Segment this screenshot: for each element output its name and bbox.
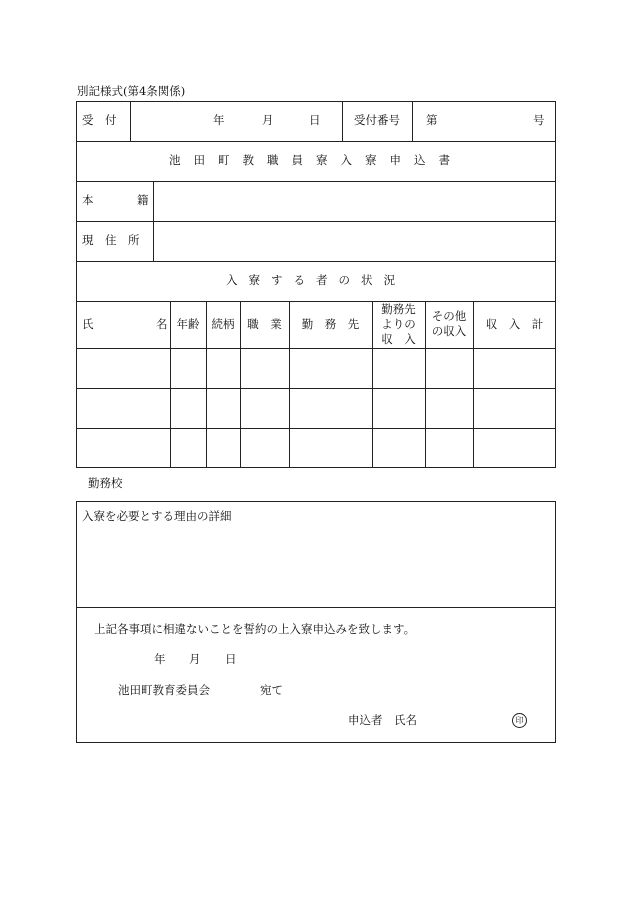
rule [76,261,556,262]
rule [153,181,154,261]
honseki-label-a: 本 [82,193,94,207]
pledge-text: 上記各事項に相違ないことを誓約の上入寮申込みを致します。 [94,622,416,636]
form-title: 池田町教職員寮入寮申込書 [169,153,463,167]
seal-icon: 印 [512,713,527,728]
receipt-label: 受 付 [82,113,117,127]
applicant-label: 申込者 氏名 [348,713,417,727]
col-name-b: 名 [156,317,168,331]
rule [130,101,131,141]
col-income-from-work-1: 勤務先 [381,302,416,316]
col-other-income-2: の収入 [431,324,467,338]
col-age: 年齢 [176,317,200,331]
rule [342,101,343,141]
rule [76,141,556,142]
col-income-from-work-2: よりの [381,317,416,331]
rule [76,388,556,389]
rule [76,301,556,302]
col-total-income: 収 入 計 [485,317,544,331]
addressee-org: 池田町教育委員会 [118,683,210,697]
date-month: 月 [189,652,201,666]
col-occupation: 職 業 [247,317,282,331]
reason-label: 入寮を必要とする理由の詳細 [82,509,232,523]
school-label: 勤務校 [88,476,123,490]
honseki-label-b: 籍 [137,193,149,207]
col-income-from-work-3: 収 入 [381,332,416,346]
rule [76,607,556,608]
receipt-number-dai: 第 [426,113,438,127]
status-section-title: 入寮する者の状況 [226,273,406,287]
form-caption: 別記様式(第4条関係) [77,84,186,98]
receipt-number-label: 受付番号 [354,113,400,127]
addressee-suffix: 宛て [260,683,283,697]
col-other-income-1: その他 [431,309,467,323]
col-relation: 続柄 [211,317,235,331]
rule [76,348,556,349]
col-name-a: 氏 [82,317,94,331]
rule [76,221,556,222]
rule [76,181,556,182]
rule [412,101,413,141]
date-day: 日 [225,652,237,666]
col-workplace: 勤 務 先 [301,317,360,331]
date-year: 年 [154,652,166,666]
rule [76,428,556,429]
receipt-number-go: 号 [533,113,545,127]
address-label: 現 住 所 [82,233,140,247]
receipt-month: 月 [262,113,274,127]
receipt-day: 日 [309,113,321,127]
receipt-year: 年 [213,113,225,127]
